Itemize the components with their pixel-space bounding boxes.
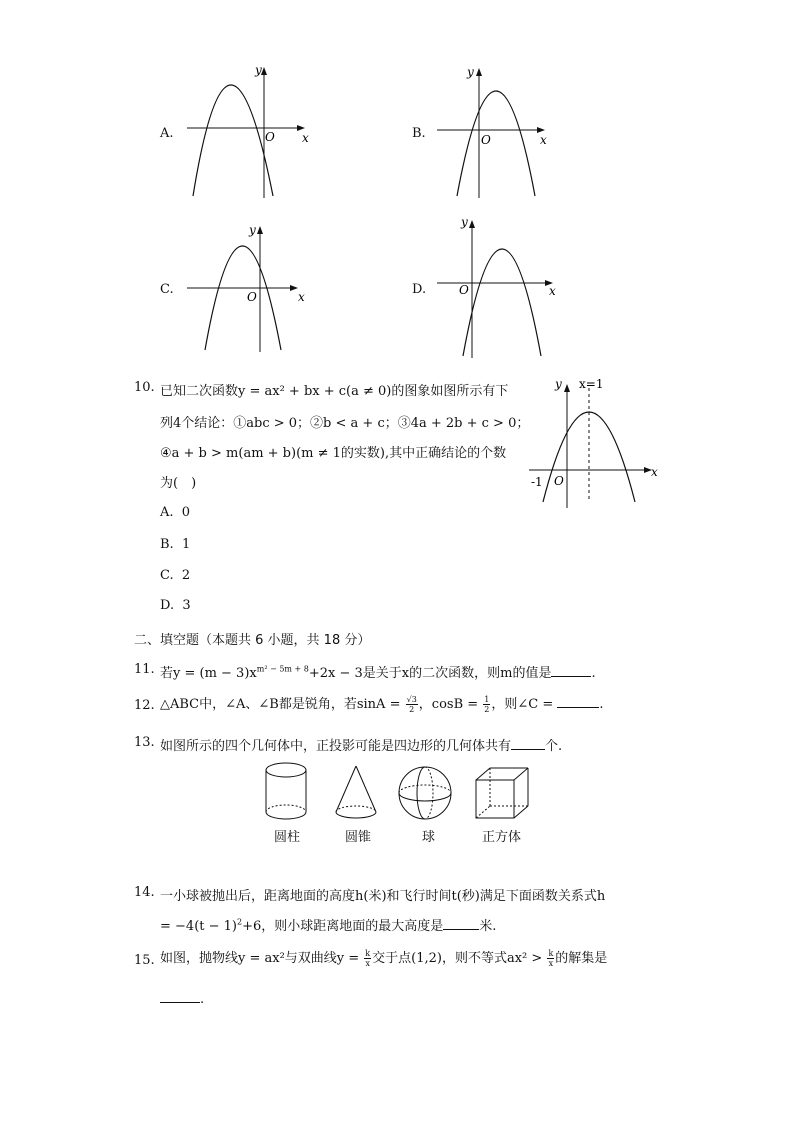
q15-answer-line: . bbox=[160, 990, 204, 1007]
option-label-b: B. bbox=[412, 126, 426, 141]
graph-option-b bbox=[435, 62, 555, 202]
cube-figure bbox=[472, 764, 532, 824]
q10-option-c[interactable]: C. 2 bbox=[160, 568, 191, 583]
q14-line2: = $-4(t - 1)^2+6$，则小球距离地面的最大高度是 米. bbox=[160, 917, 497, 934]
origin-label: O bbox=[481, 133, 491, 147]
section-heading: 二、填空题（本题共 6 小题，共 18 分） bbox=[134, 633, 371, 648]
option-label-c: C. bbox=[160, 282, 174, 297]
axis-y-label: y bbox=[461, 215, 468, 229]
q10-line3: ④a + b > m(am + b)(m ≠ 1的实数),其中正确结论的个数 bbox=[160, 446, 507, 461]
solid-label-cube: 正方体 bbox=[482, 830, 522, 845]
graph-option-a bbox=[185, 62, 315, 202]
answer-blank[interactable] bbox=[511, 737, 545, 750]
axis-y-label: y bbox=[249, 223, 256, 237]
q10-option-d[interactable]: D. 3 bbox=[160, 598, 191, 613]
solid-label-cone: 圆锥 bbox=[345, 830, 372, 845]
origin-label: O bbox=[247, 290, 257, 304]
axis-x-label: x bbox=[540, 133, 547, 147]
cone-figure bbox=[332, 762, 382, 824]
q11-text: 若$y = (m - 3)x^{m^2 - 5m + 8}+2x - 3$是关于x的二次函数，则m的值是 . bbox=[160, 664, 596, 681]
q10-line4: 为( ) bbox=[160, 476, 197, 491]
q13-number: 13. bbox=[134, 735, 155, 750]
q10-line1: 已知二次函数y = ax² + bx + c(a ≠ 0)的图象如图所示有下 bbox=[160, 384, 509, 399]
q10-option-a[interactable]: A. 0 bbox=[160, 505, 191, 520]
neg-one-label: -1 bbox=[531, 475, 543, 489]
solid-label-sphere: 球 bbox=[422, 830, 436, 845]
origin-label: O bbox=[265, 130, 275, 144]
axis-y-label: y bbox=[555, 377, 562, 391]
cylinder-figure bbox=[262, 760, 312, 824]
solid-label-cylinder: 圆柱 bbox=[274, 830, 301, 845]
q10-line2: 列4个结论：①abc > 0；②b < a + c；③4a + 2b + c > 0； bbox=[160, 416, 530, 431]
axis-x-label: x bbox=[298, 290, 305, 304]
answer-blank[interactable] bbox=[443, 917, 479, 930]
origin-label: O bbox=[554, 474, 564, 488]
axis-y-label: y bbox=[467, 65, 474, 79]
q10-graph bbox=[525, 374, 665, 514]
q12-text: △ABC中，∠A、∠B都是锐角，若sinA = $\frac{√3}{2}$ ，cosB = $\frac{1}{2}$ ，则∠C = . bbox=[160, 695, 604, 714]
q13-text: 如图所示的四个几何体中，正投影可能是四边形的几何体共有 个. bbox=[160, 739, 563, 754]
sphere-figure bbox=[396, 764, 456, 824]
axis-x-label: x bbox=[549, 284, 556, 298]
q14-number: 14. bbox=[134, 885, 155, 900]
q11-number: 11. bbox=[134, 662, 155, 677]
q12-number: 12. bbox=[134, 698, 155, 713]
origin-label: O bbox=[459, 283, 469, 297]
q15-number: 15. bbox=[134, 953, 155, 968]
option-label-a: A. bbox=[160, 126, 174, 141]
axis-y-label: y bbox=[255, 63, 262, 77]
q10-option-b[interactable]: B. 1 bbox=[160, 537, 191, 552]
axis-x-label: x bbox=[302, 131, 309, 145]
q10-number: 10. bbox=[134, 380, 155, 395]
q15-text: 如图，抛物线y = ax²与双曲线y = $\frac{k}{x}$ 交于点(1,2)，则不等式ax² > $\frac{k}{x}$ 的解集是 bbox=[160, 949, 608, 968]
answer-blank[interactable] bbox=[557, 695, 599, 708]
symmetry-axis-label: x=1 bbox=[579, 377, 604, 391]
axis-x-label: x bbox=[651, 465, 658, 479]
answer-blank[interactable] bbox=[551, 664, 591, 677]
graph-option-c bbox=[185, 220, 315, 360]
graph-option-d bbox=[435, 212, 565, 362]
answer-blank[interactable] bbox=[160, 990, 200, 1003]
option-label-d: D. bbox=[412, 282, 427, 297]
q14-line1: 一小球被抛出后，距离地面的高度h(米)和飞行时间t(秒)满足下面函数关系式h bbox=[160, 889, 606, 904]
